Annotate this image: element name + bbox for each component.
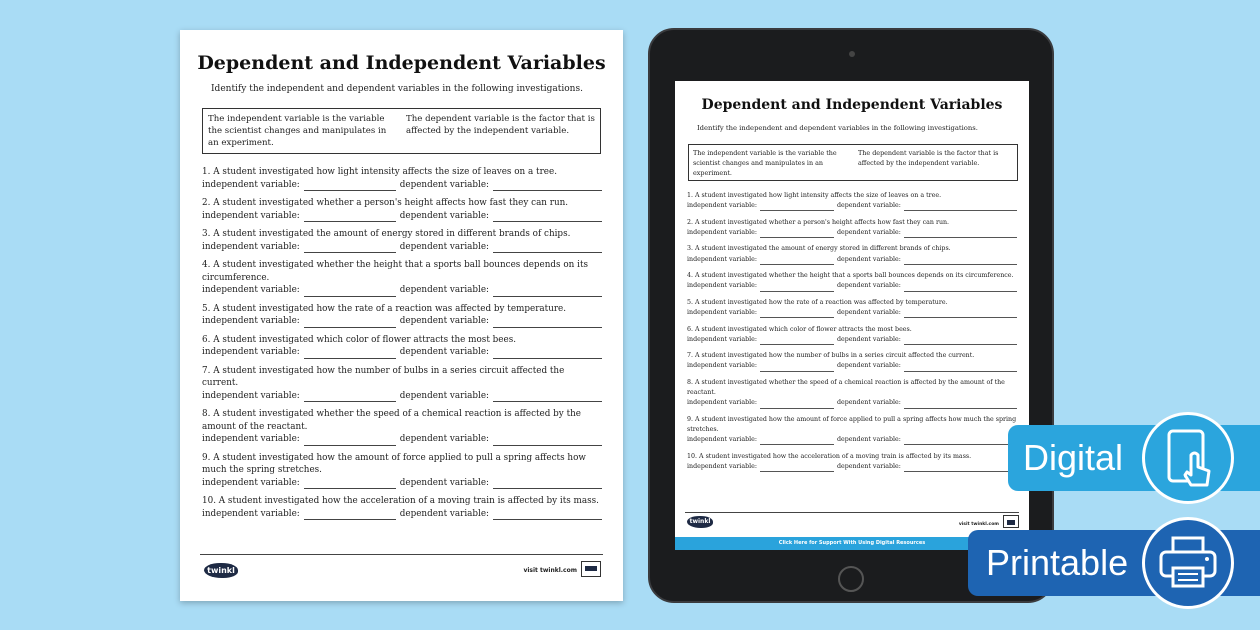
independent-label: independent variable:	[687, 436, 757, 444]
independent-label: independent variable:	[687, 228, 757, 236]
dependent-answer-line[interactable]	[493, 181, 602, 191]
independent-label: independent variable:	[202, 390, 300, 401]
dependent-label: dependent variable:	[836, 282, 901, 290]
dependent-label: dependent variable:	[836, 228, 901, 236]
worksheet-intro: Identify the independent and dependent variables in the following investigations.	[211, 84, 583, 94]
independent-label: independent variable:	[687, 335, 757, 343]
question-list	[202, 166, 602, 526]
independent-answer-line[interactable]	[304, 287, 396, 297]
question-text: 1. A student investigated how light intensity affects the size of leaves on a tree.	[202, 167, 557, 177]
dependent-answer-line[interactable]	[493, 349, 602, 359]
question-list	[687, 191, 1017, 478]
question-item	[687, 298, 1017, 318]
tablet-touch-icon	[1142, 412, 1234, 504]
question-text: 9. A student investigated how the amount of force applied to pull a spring affects how much the spring stretches.	[202, 452, 586, 475]
dependent-answer-line[interactable]	[493, 510, 602, 520]
question-text: 2. A student investigated whether a person's height affects how fast they can run.	[687, 218, 950, 226]
dependent-answer-field[interactable]	[904, 257, 1017, 265]
question-item	[687, 271, 1017, 291]
independent-answer-field[interactable]	[760, 364, 834, 372]
question-text: 5. A student investigated how the rate of a reaction was affected by temperature.	[202, 303, 567, 314]
dependent-label: dependent variable:	[399, 347, 490, 357]
definitions-box	[688, 144, 1018, 181]
independent-answer-field[interactable]	[760, 337, 834, 345]
question-item	[202, 166, 602, 191]
independent-label: independent variable:	[687, 255, 757, 263]
independent-label: independent variable:	[687, 399, 757, 407]
question-text: 1. A student investigated how light intensity affects the size of leaves on a tree.	[687, 192, 942, 199]
question-text: 8. A student investigated whether the speed of a chemical reaction is affected by the amount of the reactant.	[202, 409, 581, 432]
independent-answer-field[interactable]	[760, 401, 834, 409]
dependent-answer-line[interactable]	[493, 243, 602, 253]
independent-label: independent variable:	[202, 285, 300, 295]
question-text: 10. A student investigated how the acceleration of a moving train is affected by its mass.	[687, 452, 972, 460]
visit-link[interactable]: visit twinkl.com	[523, 567, 577, 574]
independent-label: independent variable:	[687, 462, 757, 470]
question-item	[202, 303, 602, 328]
question-item	[202, 228, 602, 253]
definition-dependent: The dependent variable is the factor that is affected by the independent variable.	[858, 149, 999, 167]
question-item	[687, 191, 1017, 211]
question-item	[687, 244, 1017, 264]
dependent-answer-field[interactable]	[904, 284, 1017, 292]
dependent-label: dependent variable:	[836, 335, 901, 343]
dependent-label: dependent variable:	[399, 434, 490, 444]
question-item	[202, 365, 602, 403]
dependent-label: dependent variable:	[399, 285, 490, 295]
digital-label-text: Digital	[1023, 437, 1124, 478]
twinkl-logo: twinkl	[687, 516, 713, 528]
dependent-label: dependent variable:	[836, 436, 901, 444]
dependent-label: dependent variable:	[399, 316, 490, 326]
independent-answer-line[interactable]	[304, 392, 396, 402]
dependent-answer-field[interactable]	[904, 230, 1017, 238]
independent-label: independent variable:	[687, 309, 757, 317]
question-text: 3. A student investigated the amount of energy stored in different brands of chips.	[202, 229, 571, 239]
dependent-label: dependent variable:	[399, 210, 490, 221]
independent-label: independent variable:	[202, 210, 300, 221]
question-item	[202, 452, 602, 490]
definition-independent: The independent variable is the variable the scientist changes and manipulates in an experiment.	[693, 149, 837, 177]
independent-answer-field[interactable]	[760, 464, 834, 472]
question-item	[202, 259, 602, 297]
independent-answer-field[interactable]	[760, 203, 834, 211]
dependent-answer-field[interactable]	[904, 310, 1017, 318]
independent-answer-line[interactable]	[304, 510, 396, 520]
question-text: 4. A student investigated whether the height that a sports ball bounces depends on its circumference.	[202, 260, 588, 283]
dependent-answer-field[interactable]	[904, 337, 1017, 345]
independent-label: independent variable:	[202, 434, 300, 444]
question-text: 8. A student investigated whether the speed of a chemical reaction is affected by the amount of the reactant.	[687, 378, 1005, 397]
question-item	[687, 378, 1017, 409]
dependent-answer-field[interactable]	[904, 464, 1017, 472]
worksheet-footer	[685, 512, 1019, 536]
question-item	[202, 197, 602, 222]
dependent-label: dependent variable:	[836, 255, 901, 263]
independent-label: independent variable:	[202, 508, 300, 519]
worksheet-title: Dependent and Independent Variables	[197, 52, 606, 74]
question-text: 6. A student investigated which color of flower attracts the most bees.	[687, 325, 912, 333]
dependent-label: dependent variable:	[836, 462, 901, 470]
independent-label: independent variable:	[202, 477, 300, 488]
independent-label: independent variable:	[687, 202, 757, 210]
quality-badge-icon	[581, 561, 601, 577]
dependent-answer-line[interactable]	[493, 287, 602, 297]
tablet-screen	[675, 81, 1029, 550]
dependent-label: dependent variable:	[399, 179, 490, 190]
question-item	[202, 334, 602, 359]
dependent-answer-field[interactable]	[904, 364, 1017, 372]
independent-label: independent variable:	[202, 179, 300, 190]
independent-answer-line[interactable]	[304, 349, 396, 359]
question-text: 6. A student investigated which color of flower attracts the most bees.	[202, 334, 517, 345]
question-item	[202, 495, 602, 520]
independent-label: independent variable:	[687, 282, 757, 290]
dependent-label: dependent variable:	[399, 390, 490, 401]
independent-label: independent variable:	[202, 347, 300, 357]
dependent-label: dependent variable:	[399, 508, 490, 519]
definitions-box	[202, 108, 601, 154]
independent-answer-field[interactable]	[760, 230, 834, 238]
question-item	[687, 452, 1017, 472]
printed-worksheet	[180, 30, 623, 601]
independent-label: independent variable:	[202, 316, 300, 326]
printer-icon	[1142, 517, 1234, 609]
question-text: 3. A student investigated the amount of energy stored in different brands of chips.	[687, 245, 951, 253]
question-text: 2. A student investigated whether a person's height affects how fast they can run.	[202, 198, 569, 208]
worksheet-footer	[200, 554, 603, 584]
support-bar-link[interactable]: Click Here for Support With Using Digital Resources	[675, 537, 1029, 550]
question-text: 4. A student investigated whether the height that a sports ball bounces depends on its circumference.	[687, 272, 1014, 280]
independent-label: independent variable:	[202, 241, 300, 252]
dependent-label: dependent variable:	[399, 477, 490, 488]
independent-answer-field[interactable]	[760, 310, 834, 318]
question-item	[687, 325, 1017, 345]
dependent-label: dependent variable:	[836, 309, 901, 317]
independent-answer-field[interactable]	[760, 437, 834, 445]
home-button[interactable]	[838, 566, 864, 592]
definition-independent: The independent variable is the variable the scientist changes and manipulates in an experiment.	[208, 114, 387, 148]
question-text: 9. A student investigated how the amount of force applied to pull a spring affects how much the spring stretches.	[687, 415, 1017, 434]
independent-label: independent variable:	[687, 362, 757, 370]
question-item	[687, 218, 1017, 238]
independent-answer-line[interactable]	[304, 181, 396, 191]
question-item	[687, 351, 1017, 371]
independent-answer-line[interactable]	[304, 318, 396, 328]
dependent-answer-line[interactable]	[493, 392, 602, 402]
tablet-device	[648, 28, 1054, 603]
dependent-answer-line[interactable]	[493, 479, 602, 489]
dependent-answer-field[interactable]	[904, 437, 1017, 445]
independent-answer-line[interactable]	[304, 212, 396, 222]
dependent-answer-line[interactable]	[493, 318, 602, 328]
question-text: 7. A student investigated how the number of bulbs in a series circuit affected the current.	[202, 365, 565, 388]
quality-badge-icon	[1003, 515, 1019, 528]
visit-link[interactable]: visit twinkl.com	[958, 522, 999, 527]
worksheet-title: Dependent and Independent Variables	[701, 97, 1003, 113]
dependent-answer-line[interactable]	[493, 212, 602, 222]
question-item	[202, 408, 602, 446]
independent-answer-field[interactable]	[760, 284, 834, 292]
dependent-label: dependent variable:	[836, 202, 901, 210]
dependent-answer-field[interactable]	[904, 401, 1017, 409]
printable-label-text: Printable	[986, 542, 1129, 583]
twinkl-logo: twinkl	[204, 563, 238, 578]
camera-icon	[849, 51, 855, 57]
dependent-answer-line[interactable]	[493, 436, 602, 446]
dependent-answer-field[interactable]	[904, 203, 1017, 211]
dependent-label: dependent variable:	[836, 399, 901, 407]
definition-dependent: The dependent variable is the factor that is affected by the independent variable.	[406, 114, 595, 136]
independent-answer-field[interactable]	[760, 257, 834, 265]
dependent-label: dependent variable:	[836, 362, 901, 370]
independent-answer-line[interactable]	[304, 479, 396, 489]
question-text: 10. A student investigated how the acceleration of a moving train is affected by its mass.	[202, 496, 599, 506]
independent-answer-line[interactable]	[304, 436, 396, 446]
question-text: 5. A student investigated how the rate of a reaction was affected by temperature.	[687, 298, 948, 306]
question-item	[687, 415, 1017, 446]
independent-answer-line[interactable]	[304, 243, 396, 253]
question-text: 7. A student investigated how the number of bulbs in a series circuit affected the current.	[687, 352, 975, 360]
dependent-label: dependent variable:	[399, 241, 490, 252]
worksheet-intro: Identify the independent and dependent variables in the following investigations.	[697, 124, 978, 132]
